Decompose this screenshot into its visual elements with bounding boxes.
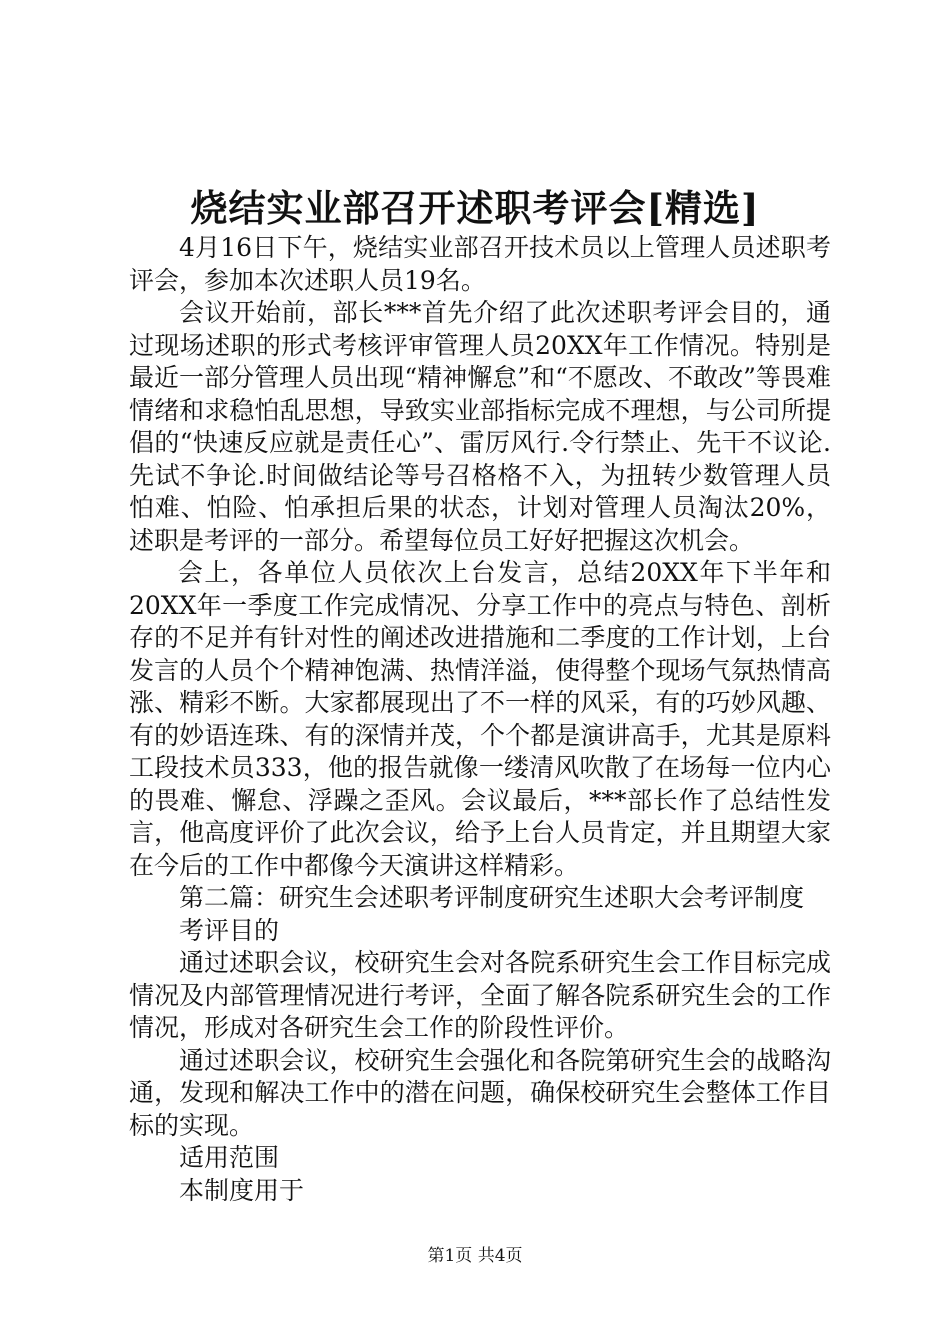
subheading-scope: 适用范围 <box>179 1143 280 1172</box>
paragraph-4: 通过述职会议，校研究生会对各院系研究生会工作目标完成情况及内部管理情况进行考评，全面了解各院系研究生会的工作情况，形成对各研究生会工作的阶段性评价。 <box>129 948 831 1042</box>
page-footer: 第1页 共4页 <box>427 1246 523 1266</box>
subheading-purpose: 考评目的 <box>179 915 280 945</box>
document-title: 烧结实业部召开述职考评会[精选] <box>190 186 760 230</box>
paragraph-1: 4月16日下午，烧结实业部召开技术员以上管理人员述职考评会，参加本次述职人员19名。 <box>129 233 831 295</box>
paragraph-2: 会议开始前，部长***首先介绍了此次述职考评会目的，通过现场述职的形式考核评审管理人员20XX年工作情况。特别是最近一部分管理人员出现“精神懈怠”和“不愿改、不敢改”等畏难情绪和求稳怕乱思想，导致实业部指标完成不理想，与公司所提倡的“快速反应就是责任心”、雷厉风行.令行禁止、先干不议论.先试不争论.时间做结论等号召格格不入，为扭转少数管理人员怕难、怕险、怕承担后果的状态，计划对管理人员淘汰20%，述职是考评的一部分。希望每位员工好好把握这次机会。 <box>129 298 831 555</box>
document-body <box>129 232 831 1207</box>
paragraph-3: 会上，各单位人员依次上台发言，总结20XX年下半年和20XX年一季度工作完成情况、分享工作中的亮点与特色、剖析存的不足并有针对性的阐述改进措施和二季度的工作计划，上台发言的人员个个精神饱满、热情洋溢，使得整个现场气氛热情高涨、精彩不断。大家都展现出了不一样的风采，有的巧妙风趣、有的妙语连珠、有的深情并茂，个个都是演讲高手，尤其是原料工段技术员333，他的报告就像一缕清风吹散了在场每一位内心的畏难、懈怠、浮躁之歪风。会议最后，***部长作了总结性发言，他高度评价了此次会议，给予上台人员肯定，并且期望大家在今后的工作中都像今天演讲这样精彩。 <box>129 558 831 880</box>
section-heading: 第二篇：研究生会述职考评制度研究生述职大会考评制度 <box>179 883 805 912</box>
paragraph-5: 通过述职会议，校研究生会强化和各院第研究生会的战略沟通，发现和解决工作中的潜在问题，确保校研究生会整体工作目标的实现。 <box>129 1045 831 1140</box>
paragraph-6: 本制度用于 <box>179 1175 305 1205</box>
